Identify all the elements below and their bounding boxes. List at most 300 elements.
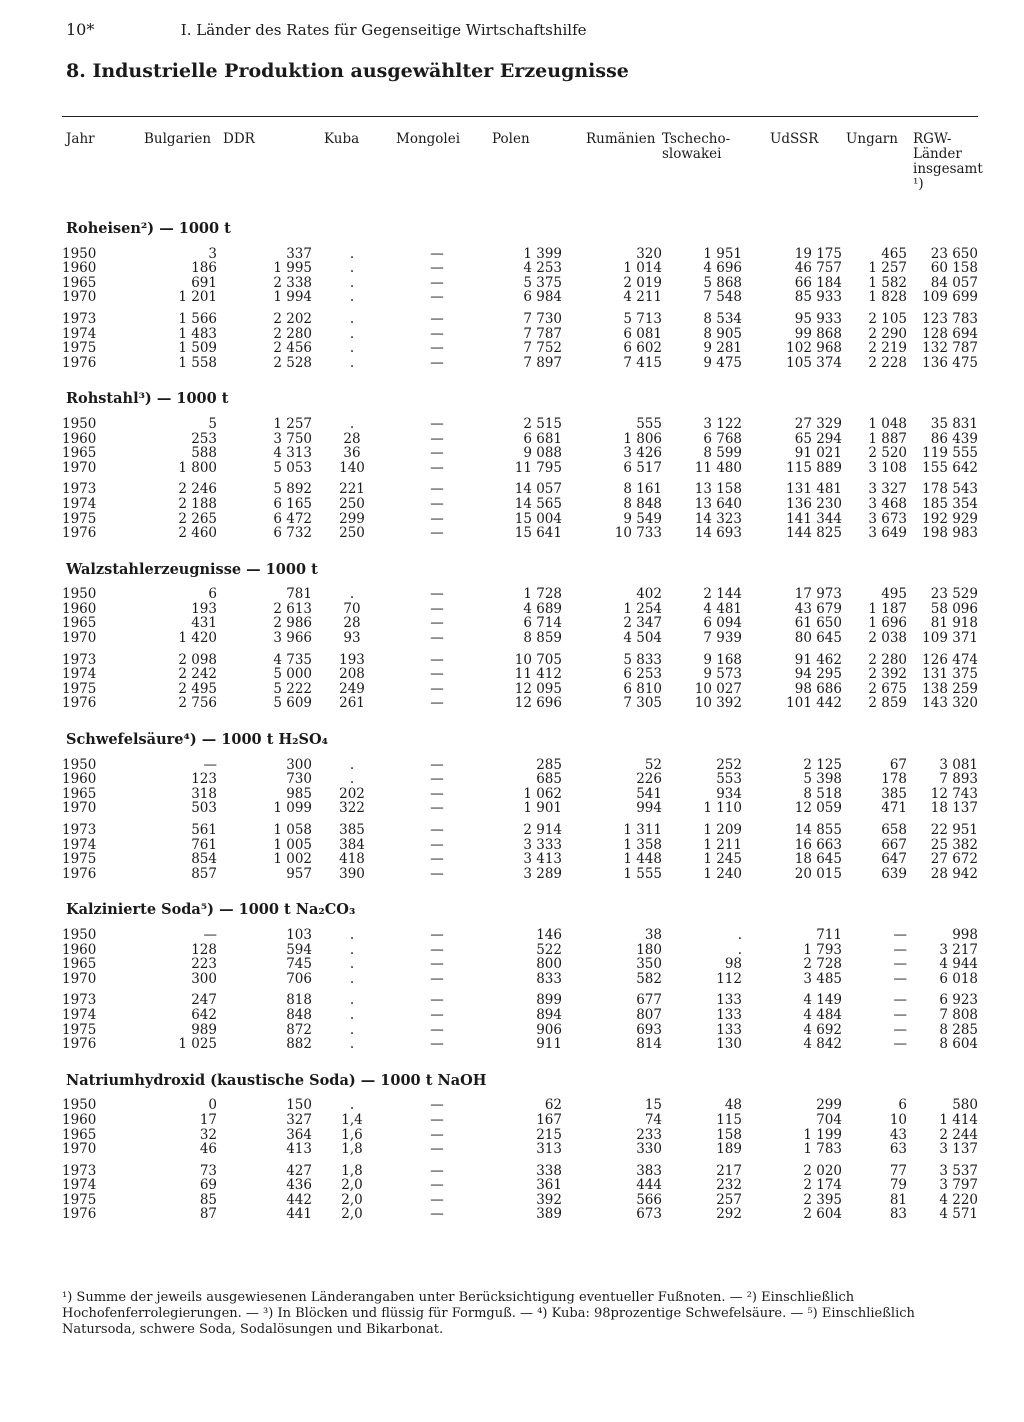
value-cell: 588	[191, 445, 217, 462]
value-cell: 250	[339, 525, 365, 542]
value-cell: 143 320	[922, 695, 978, 712]
value-cell: 7 808	[939, 1006, 978, 1023]
value-cell: 541	[636, 785, 662, 802]
value-cell: 781	[286, 586, 312, 603]
value-cell: 14 057	[514, 481, 562, 498]
value-cell: 639	[881, 865, 907, 882]
value-cell: 647	[881, 851, 907, 868]
column-header: Rumänien	[586, 131, 656, 147]
value-cell: 673	[636, 1206, 662, 1223]
value-cell: 84 057	[930, 274, 978, 291]
value-cell: 2 219	[868, 340, 907, 357]
year-cell: 1965	[62, 615, 97, 632]
value-cell: 5 053	[273, 459, 312, 476]
value-cell: —	[893, 970, 907, 987]
value-cell: 12 095	[514, 680, 562, 697]
value-cell: —	[430, 586, 444, 603]
value-cell: —	[430, 430, 444, 447]
value-cell: 2 019	[623, 274, 662, 291]
value-cell: 215	[536, 1126, 562, 1143]
value-cell: 112	[716, 970, 742, 987]
value-cell: 1 951	[703, 245, 742, 262]
table-row	[62, 867, 978, 882]
year-cell: 1976	[62, 865, 97, 882]
value-cell: 2 105	[868, 310, 907, 327]
value-cell: 320	[636, 245, 662, 262]
value-cell: 85 933	[794, 289, 842, 306]
value-cell: .	[349, 1006, 355, 1023]
value-cell: —	[430, 1126, 444, 1143]
value-cell: 7 415	[623, 354, 662, 371]
value-cell: 10 733	[614, 525, 662, 542]
value-cell: 12 696	[514, 695, 562, 712]
value-cell: 4 944	[939, 956, 978, 973]
value-cell: 4 484	[803, 1006, 842, 1023]
value-cell: .	[349, 289, 355, 306]
table-row	[62, 1008, 978, 1023]
value-cell: 91 021	[794, 445, 842, 462]
column-header: DDR	[223, 131, 255, 147]
value-cell: 77	[889, 1162, 907, 1179]
value-cell: 10 027	[694, 680, 742, 697]
value-cell: 14 693	[694, 525, 742, 542]
value-cell: 300	[191, 970, 217, 987]
value-cell: 27 672	[930, 851, 978, 868]
value-cell: 2 520	[868, 445, 907, 462]
section-title: Walzstahlerzeugnisse — 1000 t	[66, 560, 318, 578]
production-table	[62, 131, 983, 1223]
value-cell: —	[430, 495, 444, 512]
value-cell: —	[430, 1006, 444, 1023]
value-cell: 1 399	[523, 245, 562, 262]
value-cell: —	[430, 865, 444, 882]
value-cell: 1 783	[803, 1141, 842, 1158]
value-cell: 2 456	[273, 340, 312, 357]
section-title: Rohstahl³) — 1000 t	[66, 390, 229, 408]
value-cell: 5	[208, 415, 217, 432]
value-cell: 86 439	[930, 430, 978, 447]
table-row	[62, 1193, 978, 1208]
value-cell: 1 240	[703, 865, 742, 882]
value-cell: 667	[881, 836, 907, 853]
value-cell: 402	[636, 586, 662, 603]
value-cell: 2 265	[178, 510, 217, 527]
year-cell: 1975	[62, 340, 97, 357]
value-cell: 119 555	[922, 445, 978, 462]
value-cell: 131 481	[786, 481, 842, 498]
value-cell: 711	[816, 926, 842, 943]
value-cell: 4 571	[939, 1206, 978, 1223]
value-cell: 318	[191, 785, 217, 802]
value-cell: 14 323	[694, 510, 742, 527]
value-cell: 989	[191, 1021, 217, 1038]
value-cell: 2 290	[868, 325, 907, 342]
value-cell: 136 475	[922, 354, 978, 371]
value-cell: 35 831	[930, 415, 978, 432]
value-cell: 441	[286, 1206, 312, 1223]
value-cell: 167	[536, 1111, 562, 1128]
section-header-row	[62, 711, 978, 758]
value-cell: 261	[339, 695, 365, 712]
value-cell: 807	[636, 1006, 662, 1023]
value-cell: .	[349, 992, 355, 1009]
year-cell: 1965	[62, 274, 97, 291]
value-cell: 144 825	[786, 525, 842, 542]
table-row	[62, 432, 978, 447]
value-cell: 233	[636, 1126, 662, 1143]
value-cell: 1 728	[523, 586, 562, 603]
value-cell: 7 730	[523, 310, 562, 327]
value-cell: 994	[636, 800, 662, 817]
table-row	[62, 758, 978, 773]
value-cell: 28	[343, 430, 361, 447]
value-cell: 115 889	[786, 459, 842, 476]
section-title: Roheisen²) — 1000 t	[66, 220, 231, 237]
value-cell: 12 059	[794, 800, 842, 817]
value-cell: 6 018	[939, 970, 978, 987]
value-cell: 141 344	[786, 510, 842, 527]
value-cell: 6 517	[623, 459, 662, 476]
value-cell: 2 859	[868, 695, 907, 712]
section-header-row	[62, 1052, 978, 1099]
value-cell: 1 311	[623, 822, 662, 838]
value-cell: 93	[343, 630, 361, 647]
value-cell: 4 689	[523, 600, 562, 617]
value-cell: —	[430, 785, 444, 802]
value-cell: 8 518	[803, 785, 842, 802]
value-cell: 1 048	[868, 415, 907, 432]
value-cell: 2 728	[803, 956, 842, 973]
value-cell: 2 986	[273, 615, 312, 632]
value-cell: 7 893	[939, 771, 978, 788]
value-cell: 1 414	[939, 1111, 978, 1128]
year-cell: 1950	[62, 926, 97, 943]
value-cell: .	[349, 415, 355, 432]
value-cell: —	[430, 325, 444, 342]
value-cell: 2 604	[803, 1206, 842, 1223]
year-cell: 1970	[62, 459, 97, 476]
value-cell: .	[349, 970, 355, 987]
value-cell: —	[430, 836, 444, 853]
table-row	[62, 1128, 978, 1143]
value-cell: 7 305	[623, 695, 662, 712]
value-cell: 3 327	[868, 481, 907, 498]
year-cell: 1975	[62, 510, 97, 527]
value-cell: 178	[881, 771, 907, 788]
section-title: Kalzinierte Soda⁵) — 1000 t Na₂CO₃	[66, 901, 356, 919]
value-cell: 2 144	[703, 586, 742, 603]
table-row	[62, 1037, 978, 1052]
value-cell: .	[349, 586, 355, 603]
value-cell: .	[349, 260, 355, 277]
value-cell: 1 994	[273, 289, 312, 306]
value-cell: 249	[339, 680, 365, 697]
year-cell: 1973	[62, 822, 97, 838]
value-cell: —	[430, 630, 444, 647]
year-cell: 1976	[62, 1206, 97, 1223]
table-row	[62, 787, 978, 802]
value-cell: 566	[636, 1191, 662, 1208]
value-cell: 226	[636, 771, 662, 788]
table-row	[62, 838, 978, 853]
table-row	[62, 526, 978, 541]
value-cell: 2,0	[341, 1191, 363, 1208]
value-cell: 1 025	[178, 1036, 217, 1053]
value-cell: 17	[199, 1111, 217, 1128]
value-cell: 105 374	[786, 354, 842, 371]
value-cell: 4 211	[623, 289, 662, 306]
value-cell: 383	[636, 1162, 662, 1179]
year-cell: 1976	[62, 695, 97, 712]
value-cell: 1 828	[868, 289, 907, 306]
year-cell: 1960	[62, 941, 97, 958]
section-title: Schwefelsäure⁴) — 1000 t H₂SO₄	[66, 731, 328, 749]
value-cell: 906	[536, 1021, 562, 1038]
value-cell: 1 201	[178, 289, 217, 306]
table-row	[62, 667, 978, 682]
value-cell: 1 793	[803, 941, 842, 958]
value-cell: 8 848	[623, 495, 662, 512]
value-cell: 146	[536, 926, 562, 943]
value-cell: 65 294	[794, 430, 842, 447]
value-cell: .	[349, 354, 355, 371]
value-cell: 87	[199, 1206, 217, 1223]
value-cell: 221	[339, 481, 365, 498]
value-cell: 81 918	[930, 615, 978, 632]
year-cell: 1950	[62, 415, 97, 432]
value-cell: 444	[636, 1177, 662, 1194]
value-cell: 5 713	[623, 310, 662, 327]
value-cell: —	[430, 354, 444, 371]
year-cell: 1965	[62, 445, 97, 462]
value-cell: —	[430, 525, 444, 542]
value-cell: —	[893, 1006, 907, 1023]
value-cell: 4 696	[703, 260, 742, 277]
table-row	[62, 247, 978, 262]
value-cell: 685	[536, 771, 562, 788]
section-header-row	[62, 370, 978, 417]
table-title: 8. Industrielle Produktion ausgewählter Erzeugnisse	[66, 60, 629, 82]
value-cell: 1 002	[273, 851, 312, 868]
table-row	[62, 1178, 978, 1193]
value-cell: —	[430, 851, 444, 868]
value-cell: 385	[881, 785, 907, 802]
value-cell: —	[430, 992, 444, 1009]
value-cell: 436	[286, 1177, 312, 1194]
value-cell: 1 995	[273, 260, 312, 277]
value-cell: 1 257	[273, 415, 312, 432]
section-header-row	[62, 200, 978, 247]
value-cell: 52	[644, 756, 662, 773]
value-cell: 198 983	[922, 525, 978, 542]
table-row	[62, 602, 978, 617]
value-cell: 857	[191, 865, 217, 882]
value-cell: 5 222	[273, 680, 312, 697]
value-cell: 2 020	[803, 1162, 842, 1179]
top-rule	[62, 116, 978, 117]
value-cell: 1 558	[178, 354, 217, 371]
value-cell: —	[430, 615, 444, 632]
table-row	[62, 446, 978, 461]
year-cell: 1975	[62, 851, 97, 868]
value-cell: 3 750	[273, 430, 312, 447]
value-cell: 330	[636, 1141, 662, 1158]
value-cell: 6 984	[523, 289, 562, 306]
value-cell: —	[203, 926, 217, 943]
value-cell: —	[430, 415, 444, 432]
value-cell: 178 543	[922, 481, 978, 498]
value-cell: 217	[716, 1162, 742, 1179]
value-cell: 350	[636, 956, 662, 973]
value-cell: 123 783	[922, 310, 978, 327]
table-row	[62, 852, 978, 867]
table-row	[62, 276, 978, 291]
value-cell: 79	[889, 1177, 907, 1194]
value-cell: 555	[636, 415, 662, 432]
value-cell: 1,8	[341, 1162, 363, 1179]
value-cell: .	[349, 926, 355, 943]
value-cell: 561	[191, 822, 217, 838]
value-cell: 74	[644, 1111, 662, 1128]
value-cell: —	[430, 1021, 444, 1038]
year-cell: 1973	[62, 310, 97, 327]
value-cell: 155 642	[922, 459, 978, 476]
value-cell: 48	[724, 1097, 742, 1114]
value-cell: 1 014	[623, 260, 662, 277]
value-cell: 899	[536, 992, 562, 1009]
running-title: I. Länder des Rates für Gegenseitige Wirtschaftshilfe	[180, 21, 587, 39]
value-cell: 2 495	[178, 680, 217, 697]
value-cell: —	[430, 445, 444, 462]
value-cell: 126 474	[922, 651, 978, 668]
value-cell: 99 868	[794, 325, 842, 342]
section-header-row	[62, 541, 978, 588]
value-cell: .	[349, 956, 355, 973]
value-cell: 894	[536, 1006, 562, 1023]
value-cell: 0	[208, 1097, 217, 1114]
value-cell: 9 168	[703, 651, 742, 668]
value-cell: .	[349, 771, 355, 788]
table-row	[62, 1157, 978, 1179]
value-cell: 28	[343, 615, 361, 632]
value-cell: 66 184	[794, 274, 842, 291]
value-cell: 3 413	[523, 851, 562, 868]
year-cell: 1974	[62, 666, 97, 683]
year-cell: 1974	[62, 495, 97, 512]
value-cell: 1 448	[623, 851, 662, 868]
value-cell: —	[430, 481, 444, 498]
value-cell: 11 480	[694, 459, 742, 476]
value-cell: 2 188	[178, 495, 217, 512]
value-cell: —	[430, 1141, 444, 1158]
value-cell: 3 966	[273, 630, 312, 647]
year-cell: 1960	[62, 771, 97, 788]
value-cell: 361	[536, 1177, 562, 1194]
year-cell: 1950	[62, 245, 97, 262]
value-cell: .	[349, 1021, 355, 1038]
value-cell: —	[430, 822, 444, 838]
value-cell: 250	[339, 495, 365, 512]
value-cell: 418	[339, 851, 365, 868]
value-cell: —	[893, 926, 907, 943]
table-row	[62, 616, 978, 631]
value-cell: 761	[191, 836, 217, 853]
value-cell: 9 281	[703, 340, 742, 357]
year-cell: 1960	[62, 600, 97, 617]
value-cell: 2 038	[868, 630, 907, 647]
value-cell: 465	[881, 245, 907, 262]
table-row	[62, 290, 978, 305]
value-cell: —	[430, 459, 444, 476]
value-cell: 985	[286, 785, 312, 802]
value-cell: 6 714	[523, 615, 562, 632]
value-cell: 1 509	[178, 340, 217, 357]
value-cell: 2,0	[341, 1206, 363, 1223]
value-cell: 27 329	[794, 415, 842, 432]
value-cell: 848	[286, 1006, 312, 1023]
value-cell: 193	[339, 651, 365, 668]
value-cell: 2 914	[523, 822, 562, 838]
value-cell: 7 939	[703, 630, 742, 647]
value-cell: 14 565	[514, 495, 562, 512]
table-row	[62, 1098, 978, 1113]
value-cell: 9 573	[703, 666, 742, 683]
value-cell: 115	[716, 1111, 742, 1128]
value-cell: 833	[536, 970, 562, 987]
value-cell: 10 705	[514, 651, 562, 668]
value-cell: 46 757	[794, 260, 842, 277]
value-cell: 17 973	[794, 586, 842, 603]
value-cell: .	[737, 926, 742, 943]
value-cell: 5 000	[273, 666, 312, 683]
column-header: Kuba	[324, 131, 360, 147]
table-row	[62, 305, 978, 327]
value-cell: 2 515	[523, 415, 562, 432]
value-cell: 427	[286, 1162, 312, 1179]
value-cell: 23 529	[930, 586, 978, 603]
value-cell: 131 375	[922, 666, 978, 683]
value-cell: 63	[889, 1141, 907, 1158]
table-row	[62, 986, 978, 1008]
value-cell: 911	[536, 1036, 562, 1053]
value-cell: 392	[536, 1191, 562, 1208]
value-cell: —	[430, 695, 444, 712]
value-cell: 3 797	[939, 1177, 978, 1194]
value-cell: 818	[286, 992, 312, 1009]
value-cell: 15	[644, 1097, 662, 1114]
value-cell: 6 165	[273, 495, 312, 512]
value-cell: 800	[536, 956, 562, 973]
value-cell: —	[430, 260, 444, 277]
value-cell: 73	[199, 1162, 217, 1179]
value-cell: 285	[536, 756, 562, 773]
value-cell: 83	[889, 1206, 907, 1223]
value-cell: 10 392	[694, 695, 742, 712]
table-row	[62, 587, 978, 602]
value-cell: 2 460	[178, 525, 217, 542]
value-cell: 25 382	[930, 836, 978, 853]
value-cell: 3 649	[868, 525, 907, 542]
value-cell: 202	[339, 785, 365, 802]
value-cell: 252	[716, 756, 742, 773]
value-cell: 6	[898, 1097, 907, 1114]
year-cell: 1970	[62, 970, 97, 987]
value-cell: 94 295	[794, 666, 842, 683]
value-cell: 2 280	[868, 651, 907, 668]
value-cell: —	[430, 926, 444, 943]
year-cell: 1973	[62, 651, 97, 668]
value-cell: —	[430, 1111, 444, 1128]
